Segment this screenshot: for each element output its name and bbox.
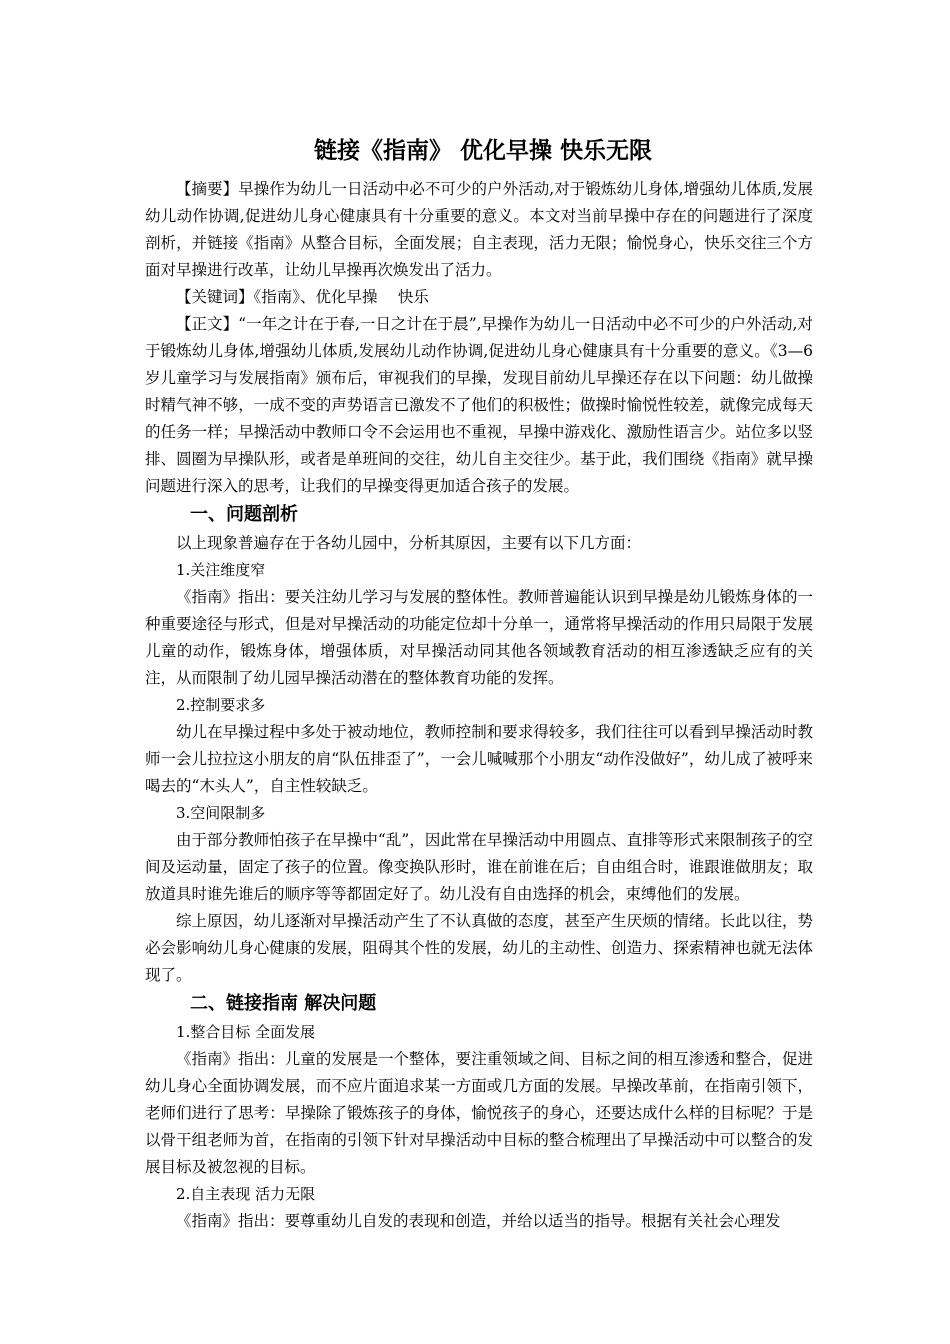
section1-summary: 综上原因，幼儿逐渐对早操活动产生了不认真做的态度，甚至产生厌烦的情绪。长此以往，势必会影响幼儿身心健康的发展，阻碍其个性的发展，幼儿的主动性、创造力、探索精神也就无法体现了。	[145, 912, 813, 984]
abstract-paragraph: 【摘要】早操作为幼儿一日活动中必不可少的户外活动,对于锻炼幼儿身体,增强幼儿体质,发展幼儿动作协调,促进幼儿身心健康具有十分重要的意义。本文对当前早操中存在的问题进行了深度剖析，并链接《指南》从整合目标，全面发展；自主表现，活力无限；愉悦身心，快乐交往三个方面对早操进行改革，让幼儿早操再次焕发出了活力。	[145, 180, 813, 279]
section1-item3-title: 3.空间限制多	[176, 804, 266, 822]
section1-item3-text: 由于部分教师怕孩子在早操中“乱”，因此常在早操活动中用圆点、直排等形式来限制孩子的空间及运动量，固定了孩子的位置。像变换队形时，谁在前谁在后；自由组合时，谁跟谁做朋友；取放道具时谁先谁后的顺序等等都固定好了。幼儿没有自由选择的机会，束缚他们的发展。	[145, 831, 813, 903]
section2-item1-text: 《指南》指出：儿童的发展是一个整体，要注重领域之间、目标之间的相互渗透和整合，促进幼儿身心全面协调发展，而不应片面追求某一方面或几方面的发展。早操改革前，在指南引领下，老师们进行了思考：早操除了锻炼孩子的身体，愉悦孩子的身心，还要达成什么样的目标呢？于是以骨干组老师为首，在指南的引领下针对早操活动中目标的整合梳理出了早操活动中可以整合的发展目标及被忽视的目标。	[145, 1050, 813, 1176]
section1-item1-title: 1.关注维度窄	[176, 561, 266, 579]
document-page	[145, 128, 813, 1235]
keywords-paragraph: 【关键词】《指南》、优化早操 快乐	[176, 288, 429, 306]
section2-item2-title: 2.自主表现 活力无限	[176, 1185, 316, 1203]
section1-intro: 以上现象普遍存在于各幼儿园中，分析其原因，主要有以下几方面：	[176, 534, 642, 552]
section1-item2-title: 2.控制要求多	[176, 696, 266, 714]
section2-item2-text: 《指南》指出：要尊重幼儿自发的表现和创造，并给以适当的指导。根据有关社会心理发	[176, 1212, 781, 1230]
body-paragraph: 【正文】“一年之计在于春,一日之计在于晨”,早操作为幼儿一日活动中必不可少的户外活动,对于锻炼幼儿身体,增强幼儿体质,发展幼儿动作协调,促进幼儿身心健康具有十分重要的意义。《3—6岁儿童学习与发展指南》颁布后，审视我们的早操，发现目前幼儿早操还存在以下问题：幼儿做操时精气神不够，一成不变的声势语言已激发不了他们的积极性；做操时愉悦性较差，就像完成每天的任务一样；早操活动中教师口令不会运用也不重视，早操中游戏化、激励性语言少。站位多以竖排、圆圈为早操队形，或者是单班间的交往，幼儿自主交往少。基于此，我们围绕《指南》就早操问题进行深入的思考，让我们的早操变得更加适合孩子的发展。	[145, 315, 813, 495]
section2-heading: 二、链接指南 解决问题	[190, 993, 377, 1014]
section1-heading: 一、问题剖析	[190, 504, 298, 525]
section1-item1-text: 《指南》指出：要关注幼儿学习与发展的整体性。教师普遍能认识到早操是幼儿锻炼身体的一种重要途径与形式，但是对早操活动的功能定位却十分单一，通常将早操活动的作用只局限于发展儿童的动作，锻炼身体，增强体质，对早操活动同其他各领域教育活动的相互渗透缺乏应有的关注，从而限制了幼儿园早操活动潜在的整体教育功能的发挥。	[145, 588, 813, 687]
section1-item2-text: 幼儿在早操过程中多处于被动地位，教师控制和要求得较多，我们往往可以看到早操活动时教师一会儿拉拉这小朋友的肩“队伍排歪了”，一会儿喊喊那个小朋友“动作没做好”，幼儿成了被呼来喝去的“木头人”，自主性较缺乏。	[145, 723, 813, 795]
section2-item1-title: 1.整合目标 全面发展	[176, 1023, 316, 1041]
document-title: 链接《指南》 优化早操 快乐无限	[313, 138, 652, 164]
